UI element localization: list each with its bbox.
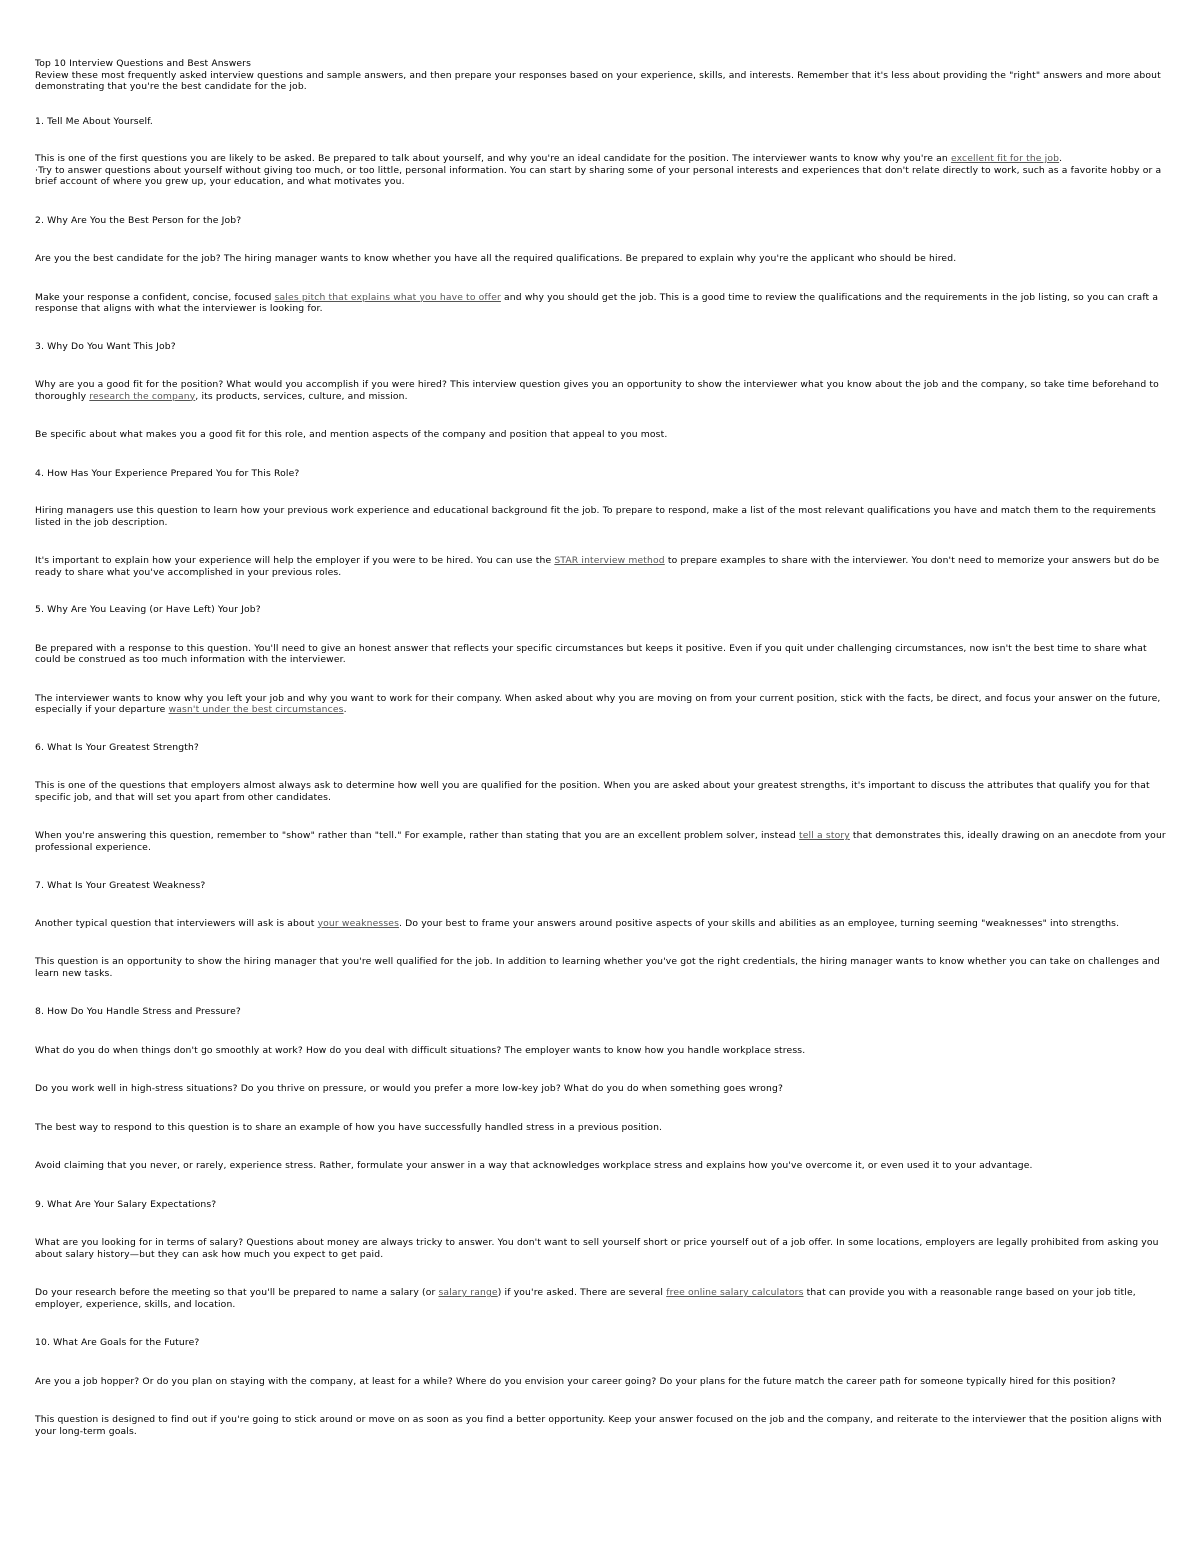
document-page: [35, 58, 1170, 1437]
question-8-paragraph-1: What do you do when things don't go smoothly at work? How do you deal with difficult situations? The employer wants to know how you handle workplace stress.: [35, 1044, 806, 1056]
question-7-heading: 7. What Is Your Greatest Weakness?: [35, 880, 206, 891]
question-8-paragraph-3: The best way to respond to this question is to share an example of how you have successfully handled stress in a previous position.: [35, 1121, 663, 1133]
question-7-paragraph-2: This question is an opportunity to show the hiring manager that you're well qualified for the job. In addition to learning whether you've got the right credentials, the hiring manager wants to know whether you can take on challenges and learn new tasks.: [35, 956, 1160, 979]
salary-calculators-link[interactable]: free online salary calculators: [666, 1287, 804, 1298]
question-2-heading: 2. Why Are You the Best Person for the Job?: [35, 214, 242, 226]
question-8-paragraph-2: Do you work well in high-stress situations? Do you thrive on pressure, or would you prefer a more low-key job? What do you do when something goes wrong?: [35, 1083, 784, 1094]
question-3-heading: 3. Why Do You Want This Job?: [35, 340, 176, 352]
question-5-paragraph-2: The interviewer wants to know why you left your job and why you want to work for their company. When asked about why you are moving on from your current position, stick with the facts, be direct, and focus your answer on the future, especially if your departure wasn't under the best circumstances.: [35, 692, 1161, 715]
document-title: Top 10 Interview Questions and Best Answers: [35, 58, 252, 69]
question-9-paragraph-2: Do your research before the meeting so that you'll be prepared to name a salary (or salary range) if you're asked. There are several free online salary calculators that can provide you with a reasonable range based on your job title, employer, experience, skills, and location.: [35, 1287, 1136, 1310]
question-9-heading: 9. What Are Your Salary Expectations?: [35, 1198, 217, 1210]
best-circumstances-link[interactable]: wasn't under the best circumstances: [168, 704, 344, 715]
question-6-heading: 6. What Is Your Greatest Strength?: [35, 741, 199, 753]
question-8-paragraph-4: Avoid claiming that you never, or rarely, experience stress. Rather, formulate your answer in a way that acknowledges workplace stress and explains how you've overcome it, or even used it to your advantage.: [35, 1160, 1033, 1171]
question-6-paragraph-1: This is one of the questions that employers almost always ask to determine how well you are qualified for the position. When you are asked about your greatest strengths, it's important to discuss the attributes that qualify you for that specific job, and that will set you apart from other candidates.: [35, 780, 1150, 803]
question-1-paragraph-2: ·Try to answer questions about yourself without giving too much, or too little, personal information. You can start by sharing some of your personal interests and experiences that don't relate directly to work, such as a favorite hobby or a brief account of where you grew up, your education, and what motivates you.: [35, 164, 1162, 187]
question-8-heading: 8. How Do You Handle Stress and Pressure?: [35, 1006, 241, 1017]
question-3-paragraph-2: Be specific about what makes you a good fit for this role, and mention aspects of the company and position that appeal to you most.: [35, 429, 668, 440]
salary-range-link[interactable]: salary range: [438, 1287, 498, 1298]
research-company-link[interactable]: research the company: [89, 390, 196, 402]
question-1-heading: 1. Tell Me About Yourself.: [35, 115, 153, 127]
intro-paragraph: Review these most frequently asked interview questions and sample answers, and then prepare your responses based on your experience, skills, and interests. Remember that it's less about providing the "right" answers and more about demonstrating that you're the best candidate for the job.: [35, 69, 1161, 92]
question-6-paragraph-2: When you're answering this question, remember to "show" rather than "tell." For example, rather than stating that you are an excellent problem solver, instead tell a story that demonstrates this, ideally drawing on an anecdote from your professional experience.: [35, 830, 1166, 853]
star-interview-method-link[interactable]: STAR interview method: [554, 555, 665, 566]
your-weaknesses-link[interactable]: your weaknesses: [317, 917, 400, 929]
question-1-paragraph-1: This is one of the first questions you are likely to be asked. Be prepared to talk about yourself, and why you're an ideal candidate for the position. The interviewer wants to know why you're an excellent fit for the job.: [35, 153, 1063, 164]
question-5-paragraph-1: Be prepared with a response to this question. You'll need to give an honest answer that reflects your specific circumstances but keeps it positive. Even if you quit under challenging circumstances, now isn't the best time to share what could be construed as too much information with the interviewer.: [35, 642, 1147, 665]
question-5-heading: 5. Why Are You Leaving (or Have Left) Your Job?: [35, 604, 261, 615]
excellent-fit-link[interactable]: excellent fit for the job: [950, 153, 1060, 164]
tell-a-story-link[interactable]: tell a story: [799, 830, 850, 841]
question-4-paragraph-2: It's important to explain how your experience will help the employer if you were to be hired. You can use the STAR interview method to prepare examples to share with the interviewer. You don't need to memorize your answers but do be ready to share what you've accomplished in your previous roles.: [35, 555, 1160, 578]
question-2-paragraph-2: Make your response a confident, concise, focused sales pitch that explains what you have to offer and why you should get the job. This is a good time to review the qualifications and the requirements in the job listing, so you can craft a response that aligns with what the interviewer is looking for.: [35, 291, 1159, 314]
question-2-paragraph-1: Are you the best candidate for the job? The hiring manager wants to know whether you have all the required qualifications. Be prepared to explain why you're the applicant who should be hired.: [35, 253, 957, 264]
question-4-heading: 4. How Has Your Experience Prepared You for This Role?: [35, 467, 300, 479]
question-10-paragraph-2: This question is designed to find out if you're going to stick around or move on as soon as you find a better opportunity. Keep your answer focused on the job and the company, and reiterate to the interviewer that the position aligns with your long-term goals.: [35, 1414, 1162, 1437]
question-7-paragraph-1: Another typical question that interviewers will ask is about your weaknesses. Do your best to frame your answers around positive aspects of your skills and abilities as an employee, turning seeming "weaknesses" into strengths.: [35, 917, 1120, 929]
question-10-paragraph-1: Are you a job hopper? Or do you plan on staying with the company, at least for a while? Where do you envision your career going? Do your plans for the future match the career path for someone typically hired for this position?: [35, 1375, 1116, 1387]
question-9-paragraph-1: What are you looking for in terms of salary? Questions about money are always tricky to answer. You don't want to sell yourself short or price yourself out of a job offer. In some locations, employers are legally prohibited from asking you about salary history—but they can ask how much you expect to get paid.: [35, 1237, 1159, 1260]
question-10-heading: 10. What Are Goals for the Future?: [35, 1337, 200, 1348]
question-3-paragraph-1: Why are you a good fit for the position? What would you accomplish if you were hired? This interview question gives you an opportunity to show the interviewer what you know about the job and the company, so take time beforehand to thoroughly research the company, its products, services, culture, and mission.: [35, 379, 1159, 402]
question-4-paragraph-1: Hiring managers use this question to learn how your previous work experience and educational background fit the job. To prepare to respond, make a list of the most relevant qualifications you have and match them to the requirements listed in the job description.: [35, 505, 1156, 528]
sales-pitch-link[interactable]: sales pitch that explains what you have to offer: [274, 291, 501, 303]
